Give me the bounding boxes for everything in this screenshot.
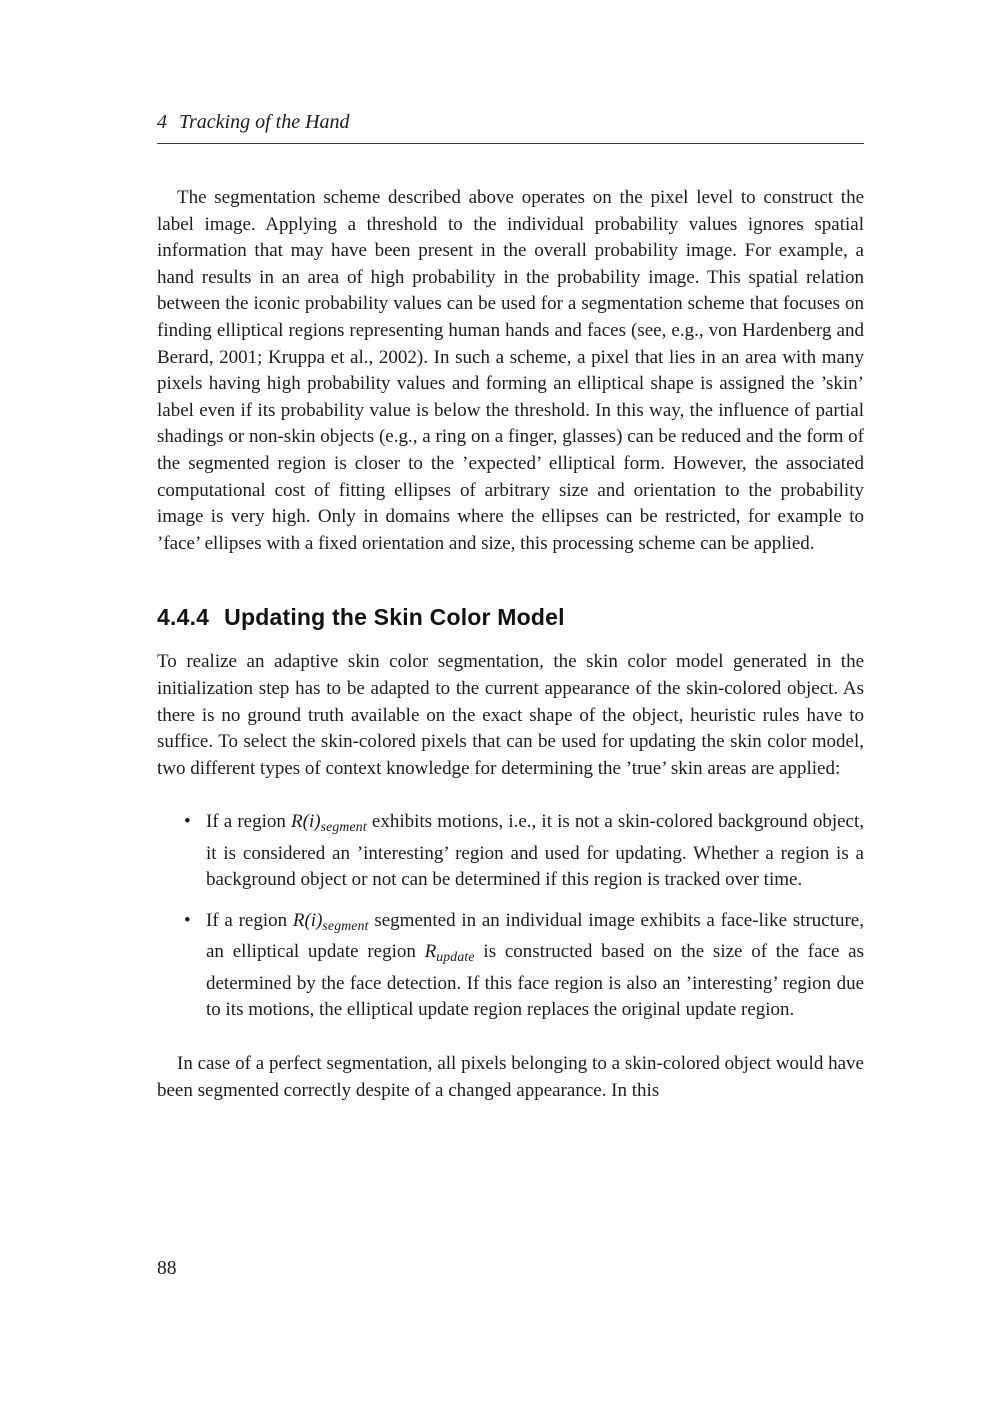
paragraph-adaptive-segmentation: To realize an adaptive skin color segmentation, the skin color model generated in the initialization step has to be adapted to the current appearance of the skin-colored object. As there is no ground truth available on the exact shape of the object, heuristic rules have to suffice. To select the skin-colored pixels that can be used for updating the skin color model, two different types of context knowledge for determining the ’true’ skin areas are applied: bbox=[157, 651, 864, 779]
math-region-var: R(i) bbox=[292, 909, 323, 931]
math-update-var: R bbox=[424, 941, 437, 963]
section-heading bbox=[157, 603, 864, 631]
chapter-number: 4 bbox=[157, 111, 167, 133]
page-number: 88 bbox=[157, 1258, 177, 1279]
bullet-list bbox=[157, 809, 864, 1024]
running-header bbox=[157, 110, 864, 144]
math-region-var: R(i) bbox=[291, 811, 321, 833]
list-item bbox=[157, 809, 864, 894]
bullet2-text: If a region bbox=[206, 909, 293, 931]
bullet1-text: If a region bbox=[206, 811, 292, 833]
text-column bbox=[157, 0, 864, 1104]
section-number: 4.4.4 bbox=[157, 604, 210, 631]
bullet-icon: • bbox=[184, 909, 191, 931]
section-title: Updating the Skin Color Model bbox=[224, 604, 565, 631]
math-segment-subscript: segment bbox=[322, 917, 369, 933]
bullet1-text-cont: exhibits motions, i.e., it is not a skin-colored background object, it is considered an ’interesting’ region and used for updating. Whether a region is a background object or not can be determined if this region is tracked over time. bbox=[206, 811, 864, 891]
bullet-icon: • bbox=[184, 811, 191, 833]
math-update-subscript: update bbox=[436, 949, 475, 965]
paragraph-perfect-segmentation: In case of a perfect segmentation, all pixels belonging to a skin-colored object would have been segmented correctly despite of a changed appearance. In this bbox=[157, 1052, 864, 1101]
math-segment-subscript: segment bbox=[320, 819, 367, 835]
bullet2-text-end: is constructed based on the size of the face as determined by the face detection. If this face region is also an ’interesting’ region due to its motions, the elliptical update region replaces the original update region. bbox=[206, 941, 864, 1021]
bullet2-text-cont: segmented in an individual image exhibits a face-like structure, an elliptical update region bbox=[206, 909, 864, 963]
paragraph-segmentation-scheme: The segmentation scheme described above operates on the pixel level to construct the label image. Applying a threshold to the individual probability values ignores spatial information that may have been present in the overall probability image. For example, a hand results in an area of high probability in the probability image. This spatial relation between the iconic probability values can be used for a segmentation scheme that focuses on finding elliptical regions representing human hands and faces (see, e.g., von Hardenberg and Berard, 2001; Kruppa et al., 2002). In such a scheme, a pixel that lies in an area with many pixels having high probability values and forming an elliptical shape is assigned the ’skin’ label even if its probability value is below the threshold. In this way, the influence of partial shadings or non-skin objects (e.g., a ring on a finger, glasses) can be reduced and the form of the segmented region is closer to the ’expected’ elliptical form. However, the associated computational cost of fitting ellipses of arbitrary size and orientation to the probability image is very high. Only in domains where the ellipses can be restricted, for example to ’face’ ellipses with a fixed orientation and size, this processing scheme can be applied. bbox=[157, 187, 864, 554]
chapter-title: Tracking of the Hand bbox=[179, 111, 350, 133]
list-item bbox=[157, 908, 864, 1024]
